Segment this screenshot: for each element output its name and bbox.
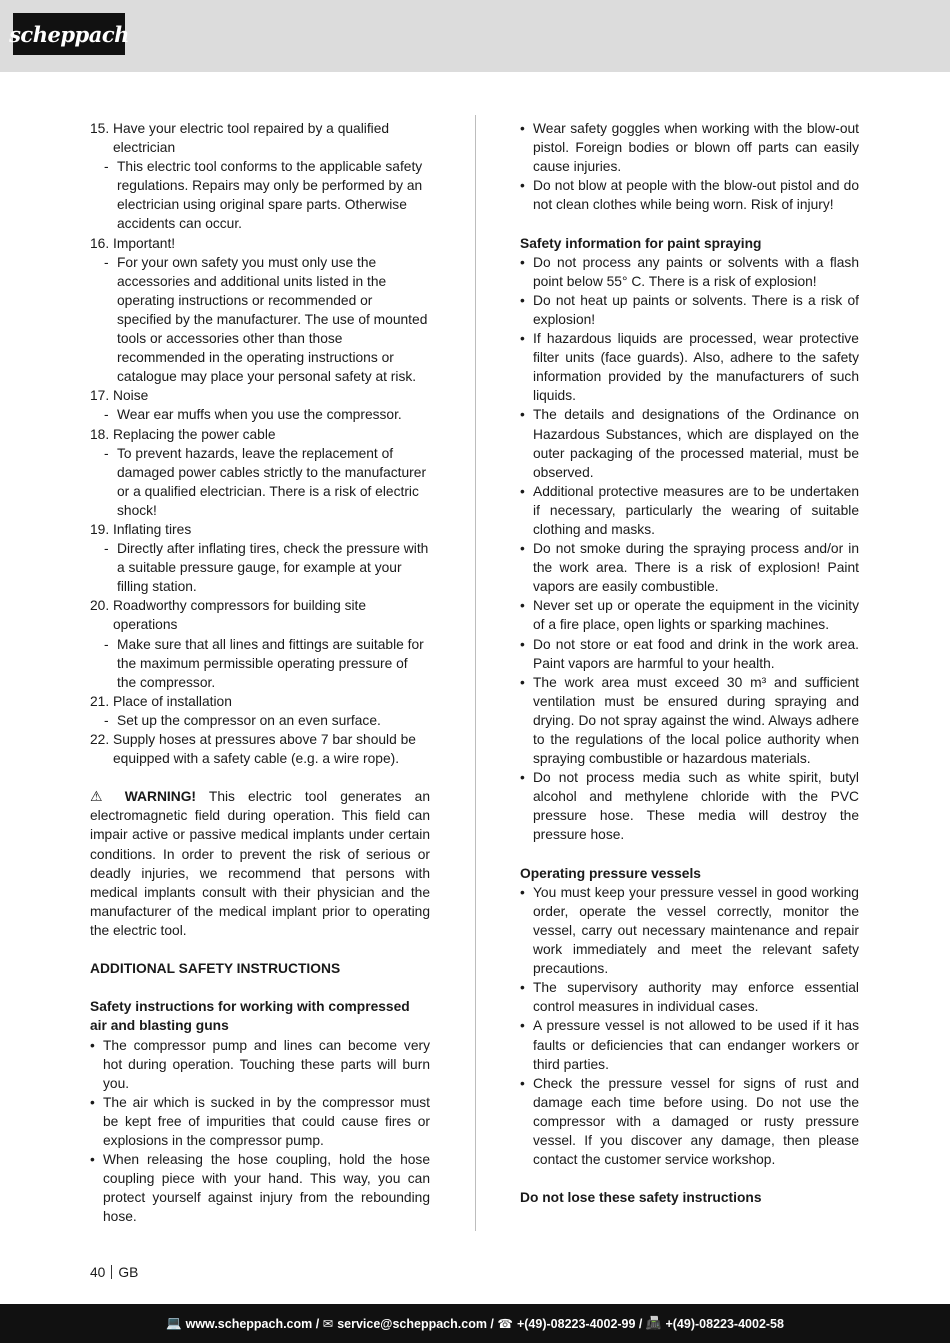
bullet-marker: • (520, 884, 525, 900)
bullet-item (520, 539, 859, 596)
bullet-marker: • (90, 1152, 95, 1168)
footer-email[interactable]: service@scheppach.com / (337, 1316, 494, 1331)
bullet-item (520, 253, 859, 291)
bullet-marker: • (520, 407, 525, 423)
sub-item-text: For your own safety you must only use the accessories and additional units listed in the operating instructions or recommended or specified by the manufacturer. The use of mounted tools or accessories other than those recommended in the operating instructions or catalogue may place your personal safety at risk. (117, 254, 428, 385)
bullet-marker: • (520, 483, 525, 499)
bullet-text: If hazardous liquids are processed, wear protective filter units (face guards). Also, adhere to the safety information provided by the manufacturers of such liquids. (533, 331, 859, 404)
bullet-marker: • (90, 1037, 95, 1053)
left-column (90, 119, 430, 1226)
bullet-text: Do not blow at people with the blow-out pistol and do not clean clothes while being worn. Risk of injury! (533, 178, 859, 213)
laptop-icon: 💻 (166, 1316, 182, 1330)
bullet-item (520, 1074, 859, 1169)
bullet-marker: • (520, 292, 525, 308)
dash-marker: - (104, 712, 109, 728)
page-number-value: 40 (90, 1265, 106, 1280)
item-number: 19. (90, 521, 110, 537)
item-title: Place of installation (113, 693, 232, 709)
bullet-text: Do not smoke during the spraying process and/or in the work area. There is a risk of explosion! Paint vapors are easily combustible. (533, 541, 859, 595)
bullet-item (90, 1036, 430, 1093)
sub-item-text: Set up the compressor on an even surface. (117, 712, 381, 728)
warning-text: This electric tool generates an electromagnetic field during operation. This field can impair active or passive medical implants under certain conditions. In order to prevent the risk of serious or deadly injuries, we recommend that persons with medical implants consult with their physician and the manufacturer of the medical implant prior to operating the electric tool. (90, 789, 430, 938)
compressed-air-list (90, 1036, 430, 1227)
scheppach-logo: scheppach (13, 13, 125, 55)
item-title: Replacing the power cable (113, 426, 276, 442)
bullet-marker: • (520, 1018, 525, 1034)
bullet-marker: • (520, 636, 525, 652)
sub-item-text: Make sure that all lines and fittings are suitable for the maximum permissible operating pressure of the compressor. (117, 636, 424, 690)
bullet-item (520, 405, 859, 481)
bullet-marker: • (520, 598, 525, 614)
page-header (0, 0, 950, 72)
bullet-text: Additional protective measures are to be undertaken if necessary, particularly the wearing of suitable clothing and masks. (533, 483, 859, 537)
dash-marker: - (104, 407, 109, 423)
bullet-text: When releasing the hose coupling, hold the hose coupling piece with your hand. This way, you can protect yourself against injury from the rebounding hose. (103, 1152, 430, 1225)
footer-phone: +(49)-08223-4002-99 / (516, 1316, 643, 1331)
pressure-vessels-list (520, 883, 859, 1169)
bullet-text: The work area must exceed 30 m³ and sufficient ventilation must be ensured during spraying and drying. Do not spray against the wind. Always adhere to the regulations of the local police authority when spraying combustible or hazardous materials. (533, 674, 859, 767)
bullet-marker: • (520, 1075, 525, 1091)
item-title: Important! (113, 235, 176, 251)
numbered-list (90, 119, 430, 768)
numbered-item (90, 692, 430, 711)
bullet-item (520, 291, 859, 329)
right-column (520, 119, 859, 1207)
item-number: 18. (90, 426, 110, 442)
bullet-marker: • (520, 541, 525, 557)
item-number: 20. (90, 598, 110, 614)
email-icon: ✉ (322, 1317, 334, 1331)
numbered-item (90, 596, 430, 634)
paint-spraying-list (520, 253, 859, 845)
item-number: 15. (90, 121, 110, 136)
bullet-text: Do not process any paints or solvents with a flash point below 55° C. There is a risk of explosion! (533, 254, 859, 289)
bullet-marker: • (520, 331, 525, 347)
dash-marker: - (104, 541, 109, 557)
fax-icon: 📠 (645, 1316, 662, 1330)
bullet-marker: • (90, 1094, 95, 1110)
paint-spraying-heading: Safety information for paint spraying (520, 235, 762, 251)
bullet-text: The air which is sucked in by the compressor must be kept free of impurities that could cause fires or explosions in the compressor pump. (103, 1094, 430, 1148)
sub-item (90, 539, 430, 596)
page-language: GB (118, 1265, 139, 1280)
bullet-text: Do not process media such as white spirit, butyl alcohol and methylene chloride with the PVC pressure hose. These media will destroy the pressure hose. (533, 770, 859, 843)
item-number: 17. (90, 388, 110, 404)
bullet-text: Do not store or eat food and drink in the work area. Paint vapors are harmful to your health. (533, 636, 859, 671)
sub-item-text: Directly after inflating tires, check the pressure with a suitable pressure gauge, for example at your filling station. (117, 541, 429, 595)
bullet-text: You must keep your pressure vessel in good working order, operate the vessel correctly, monitor the vessel, carry out necessary maintenance and repair work immediately and meet the relevant safety precautions. (533, 884, 859, 977)
sub-item-text: Wear ear muffs when you use the compressor. (117, 407, 402, 423)
compressed-air-heading: Safety instructions for working with compressed air and blasting guns (90, 999, 410, 1034)
item-number: 22. (90, 732, 110, 747)
bullet-item (520, 673, 859, 768)
bullet-item (520, 635, 859, 673)
bullet-item (520, 768, 859, 844)
footer-website[interactable]: www.scheppach.com / (185, 1316, 320, 1331)
footer-fax: +(49)-08223-4002-58 (665, 1316, 784, 1331)
sub-item (90, 635, 430, 692)
bullet-text: Check the pressure vessel for signs of rust and damage each time before using. Do not use the compressor with a damaged or rusty pressure vessel. If you discover any damage, then please contact the customer service workshop. (533, 1075, 859, 1168)
item-title: Inflating tires (113, 521, 192, 537)
numbered-item (90, 425, 430, 444)
dash-marker: - (104, 159, 109, 175)
numbered-item (90, 730, 430, 768)
bullet-text: The compressor pump and lines can become very hot during operation. Touching these parts will burn you. (103, 1037, 430, 1091)
bullet-marker: • (520, 254, 525, 270)
item-title: Supply hoses at pressures above 7 bar should be equipped with a safety cable (e.g. a wire rope). (113, 732, 416, 767)
bullet-text: Never set up or operate the equipment in the vicinity of a fire place, open lights or sparking machines. (533, 598, 859, 633)
sub-item-text: This electric tool conforms to the applicable safety regulations. Repairs may only be performed by an electrician using original spare parts. Otherwise accidents can occur. (117, 159, 423, 232)
bullet-text: Wear safety goggles when working with the blow-out pistol. Foreign bodies or blown off parts can easily cause injuries. (533, 121, 859, 175)
item-title: Have your electric tool repaired by a qualified electrician (113, 121, 390, 156)
sub-item (90, 157, 430, 233)
bullet-item (520, 482, 859, 539)
numbered-item (90, 234, 430, 253)
blowout-pistol-list (520, 119, 859, 214)
item-number: 21. (90, 693, 110, 709)
bullet-item (520, 176, 859, 214)
bullet-marker: • (520, 121, 525, 136)
bullet-item (520, 1016, 859, 1073)
item-title: Noise (113, 388, 149, 404)
bullet-item (90, 1093, 430, 1150)
sub-item (90, 711, 430, 730)
bullet-marker: • (520, 980, 525, 996)
bullet-text: The supervisory authority may enforce essential control measures in individual cases. (533, 980, 859, 1015)
warning-triangle-icon: ⚠ (90, 789, 112, 805)
closing-statement: Do not lose these safety instructions (520, 1190, 762, 1206)
bullet-item (520, 329, 859, 405)
bullet-marker: • (520, 770, 525, 786)
numbered-item (90, 520, 430, 539)
bullet-item (520, 978, 859, 1016)
item-number: 16. (90, 235, 110, 251)
dash-marker: - (104, 254, 109, 270)
dash-marker: - (104, 445, 109, 461)
bullet-text: A pressure vessel is not allowed to be used if it has faults or deficiencies that can endanger workers or third parties. (533, 1018, 859, 1072)
sub-item-text: To prevent hazards, leave the replacement of damaged power cables strictly to the manufacturer or a qualified electrician. There is a risk of electric shock! (117, 445, 427, 518)
bullet-item (520, 596, 859, 634)
additional-safety-heading: ADDITIONAL SAFETY INSTRUCTIONS (90, 961, 341, 977)
item-title: Roadworthy compressors for building site operations (113, 598, 367, 633)
page-number (90, 1265, 138, 1280)
sub-item (90, 253, 430, 387)
numbered-item (90, 119, 430, 157)
warning-label: WARNING! (124, 789, 197, 805)
phone-icon: ☎ (497, 1317, 513, 1331)
bullet-text: Do not heat up paints or solvents. There is a risk of explosion! (533, 292, 859, 327)
page-footer (0, 1304, 950, 1343)
column-divider (475, 115, 476, 1231)
warning-paragraph (90, 787, 430, 940)
bullet-text: The details and designations of the Ordinance on Hazardous Substances, which are displayed on the outer packaging of the processed material, must be observed. (533, 407, 859, 480)
bullet-item (90, 1150, 430, 1226)
sub-item (90, 444, 430, 520)
bullet-marker: • (520, 178, 525, 194)
bullet-marker: • (520, 674, 525, 690)
sub-item (90, 405, 430, 424)
numbered-item (90, 386, 430, 405)
bullet-item (520, 883, 859, 978)
dash-marker: - (104, 636, 109, 652)
pressure-vessels-heading: Operating pressure vessels (520, 865, 701, 881)
bullet-item (520, 119, 859, 176)
